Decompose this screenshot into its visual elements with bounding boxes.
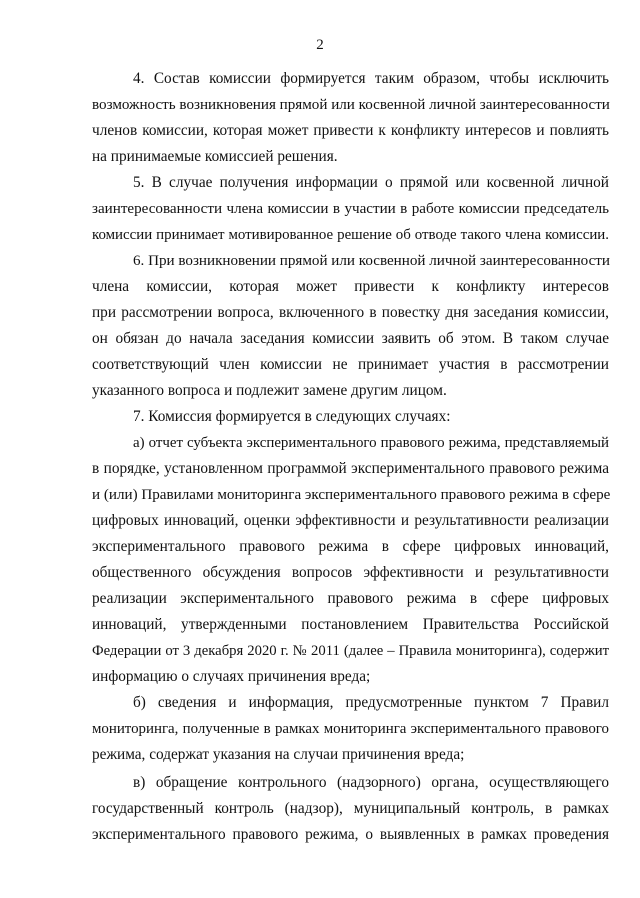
para-6-line-5: соответствующий член комиссии не принимает участия в рассмотрении — [92, 356, 609, 373]
item-b-line-2: мониторинга, полученные в рамках мониторинга экспериментального правового — [92, 721, 609, 737]
item-a-line-1: а) отчет субъекта экспериментального правового режима, представляемый — [133, 435, 609, 451]
item-v-line-2: государственный контроль (надзор), муниципальный контроль, в рамках — [92, 800, 609, 817]
para-4-line-4: на принимаемые комиссией решения. — [92, 148, 338, 165]
item-a-line-9: Федерации от 3 декабря 2020 г. № 2011 (далее – Правила мониторинга), содержит — [92, 643, 609, 659]
para-7-line-1: 7. Комиссия формируется в следующих случаях: — [133, 408, 451, 425]
item-b-line-3: режима, содержат указания на случаи причинения вреда; — [92, 746, 465, 763]
para-4-line-1: 4. Состав комиссии формируется таким образом, чтобы исключить — [133, 70, 609, 87]
para-4-line-3: членов комиссии, которая может привести к конфликту интересов и повлиять — [92, 122, 609, 139]
item-a-line-8: инноваций, утвержденными постановлением Правительства Российской — [92, 616, 609, 633]
item-a-line-4: цифровых инноваций, оценки эффективности и результативности реализации — [92, 512, 609, 529]
para-5-line-2: заинтересованности члена комиссии в участии в работе комиссии председатель — [92, 201, 609, 217]
item-v-line-3: экспериментального правового режима, о выявленных в рамках проведения — [92, 826, 609, 843]
item-v-line-1: в) обращение контрольного (надзорного) органа, осуществляющего — [133, 774, 609, 791]
item-a-line-10: информацию о случаях причинения вреда; — [92, 668, 371, 685]
item-a-line-2: в порядке, установленном программой экспериментального правового режима — [92, 460, 609, 477]
para-6-line-6: указанного вопроса и подлежит замене другим лицом. — [92, 382, 447, 399]
item-a-line-3: и (или) Правилами мониторинга экспериментального правового режима в сфере — [92, 487, 611, 503]
item-a-line-6: общественного обсуждения вопросов эффективности и результативности — [92, 564, 609, 581]
para-5-line-1: 5. В случае получения информации о прямой или косвенной личной — [133, 174, 609, 191]
para-6-line-3: при рассмотрении вопроса, включенного в повестку дня заседания комиссии, — [92, 304, 609, 321]
para-6-line-4: он обязан до начала заседания комиссии заявить об этом. В таком случае — [92, 330, 609, 347]
item-b-line-1: б) сведения и информация, предусмотренные пунктом 7 Правил — [133, 694, 609, 711]
para-6-line-1: 6. При возникновении прямой или косвенной личной заинтересованности — [133, 253, 610, 269]
item-a-line-7: реализации экспериментального правового режима в сфере цифровых — [92, 590, 609, 607]
item-a-line-5: экспериментального правового режима в сфере цифровых инноваций, — [92, 538, 609, 555]
para-6-line-2: члена комиссии, которая может привести к конфликту интересов — [92, 278, 609, 295]
para-5-line-3: комиссии принимает мотивированное решение об отводе такого члена комиссии. — [92, 227, 609, 243]
page-number: 2 — [316, 37, 324, 53]
para-4-line-2: возможность возникновения прямой или косвенной личной заинтересованности — [92, 97, 610, 113]
